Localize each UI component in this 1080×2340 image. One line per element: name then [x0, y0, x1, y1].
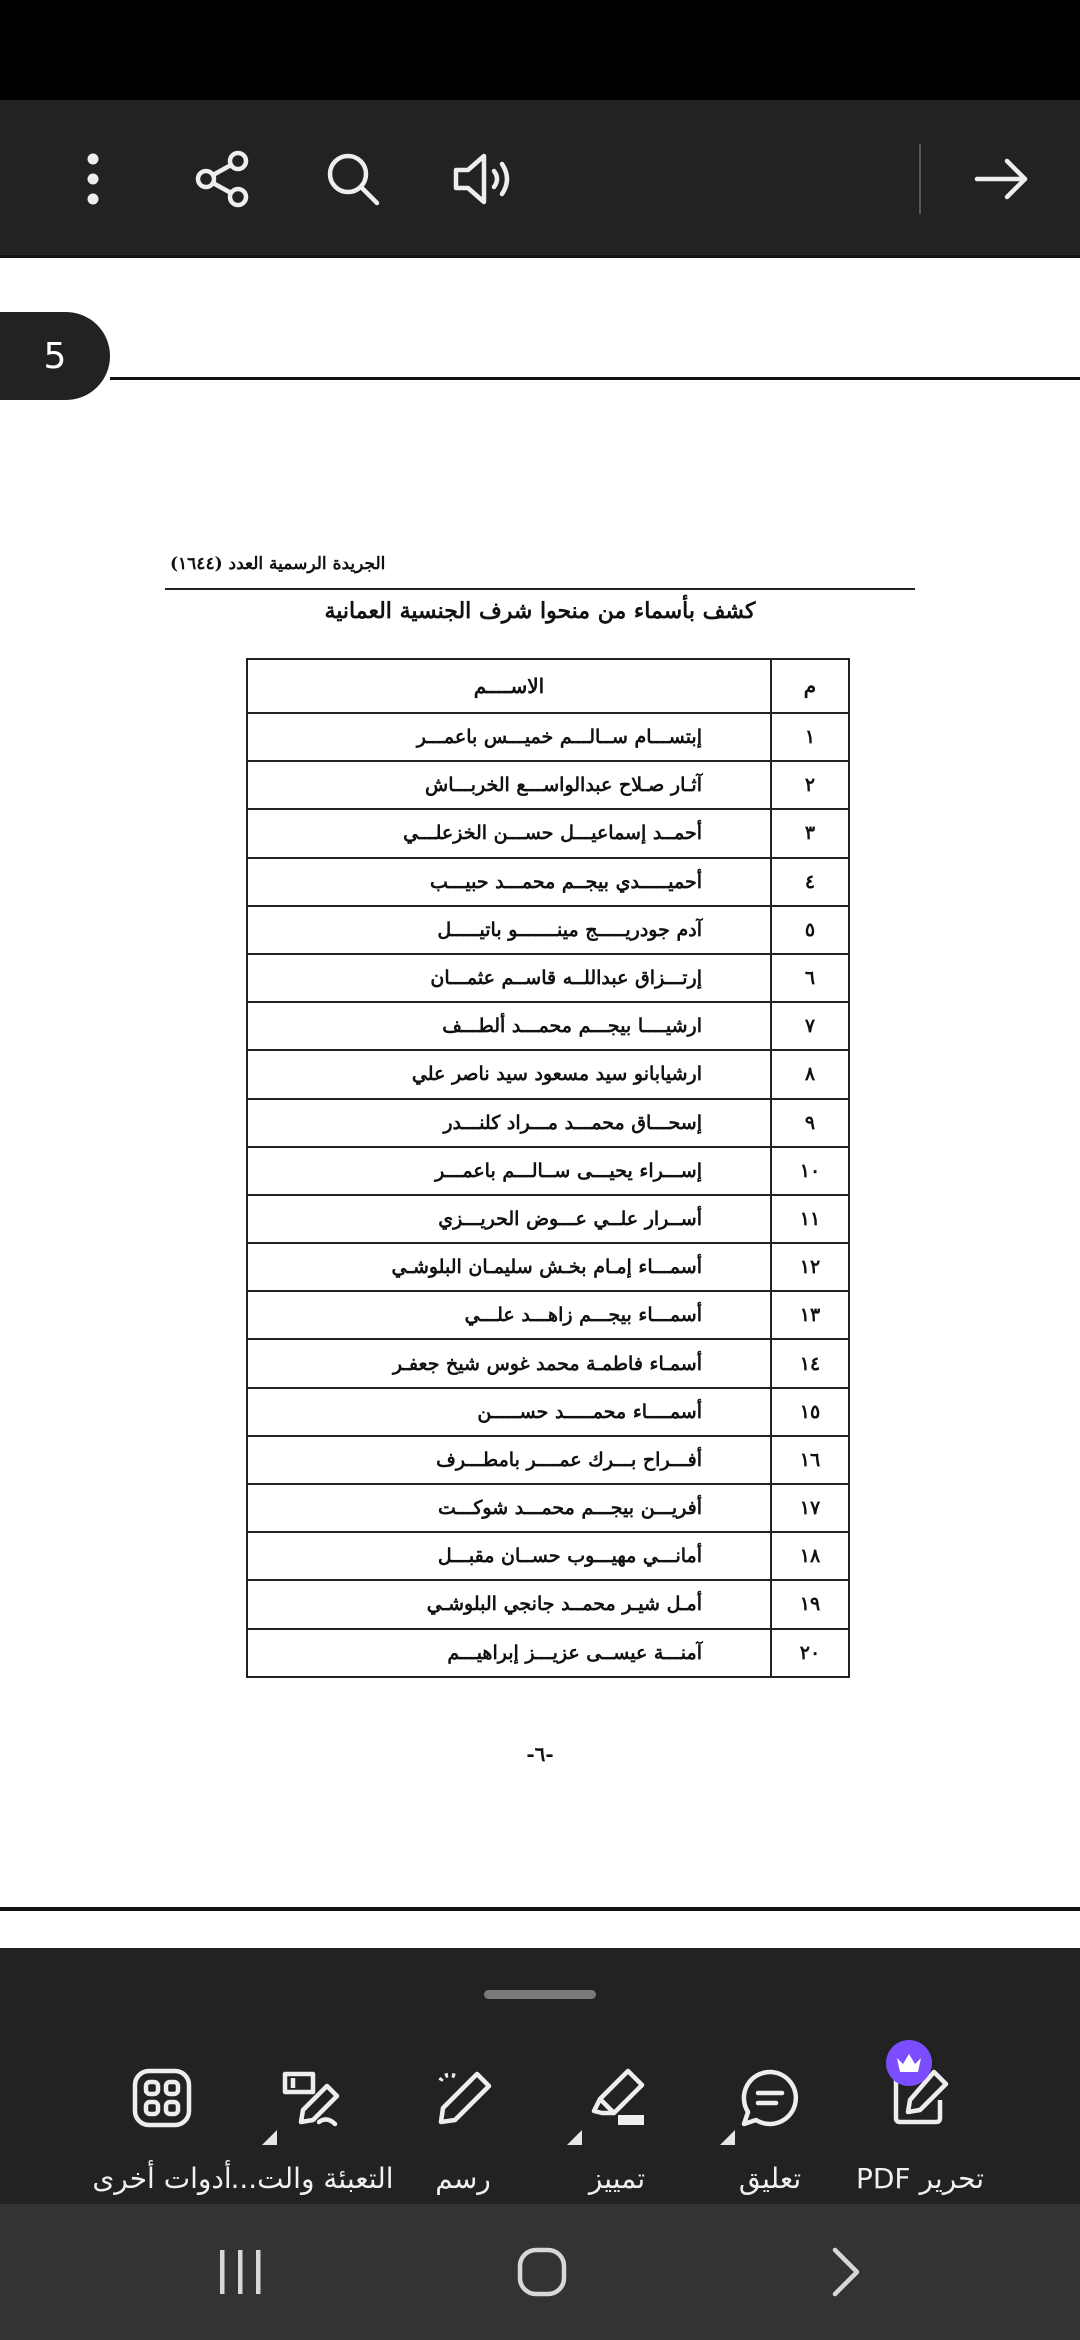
row-name: أسمـــاء إمـام بخـش سليمـان البلوشـي	[247, 1243, 771, 1291]
row-number: ٧	[771, 1002, 849, 1050]
row-number: ١٥	[771, 1388, 849, 1436]
row-number: ٣	[771, 809, 849, 857]
tool-highlight-label: تمييز	[588, 2162, 646, 2195]
row-name: ارشيــــا بيجـــم محمـــد ألطـــف	[247, 1002, 771, 1050]
table-row	[247, 1339, 849, 1387]
table-row	[247, 1436, 849, 1484]
page-bottom-separator	[0, 1907, 1080, 1911]
row-number: ١٩	[771, 1580, 849, 1628]
table-row	[247, 713, 849, 761]
header-rule	[165, 588, 915, 590]
bottom-tools-panel	[0, 1948, 1080, 2204]
table-row	[247, 1532, 849, 1580]
table-row	[247, 858, 849, 906]
row-name: أفـــراح بـــرك عمــــر بامطـــرف	[247, 1436, 771, 1484]
row-name: أفريـــن بيجـــم محمـــد شوكـــت	[247, 1484, 771, 1532]
row-name: أسمــــاء محمـــــد حســـــن	[247, 1388, 771, 1436]
row-number: ١١	[771, 1195, 849, 1243]
table-row	[247, 1388, 849, 1436]
tool-fill-sign-label: التعبئة والت...	[230, 2162, 394, 2195]
table-row	[247, 1147, 849, 1195]
tool-more-tools-label: أدوات أخرى	[92, 2162, 232, 2195]
row-number: ٦	[771, 954, 849, 1002]
drag-handle[interactable]	[484, 1990, 596, 1999]
tool-more-tools[interactable]	[72, 2048, 252, 2198]
row-name: آثـار صـلاح عبدالواســـع الخربـــاش	[247, 761, 771, 809]
row-number: ٥	[771, 906, 849, 954]
crown-icon	[886, 2040, 932, 2086]
table-row	[247, 809, 849, 857]
more-tools-icon	[112, 2048, 212, 2148]
system-nav-bar	[0, 2204, 1080, 2340]
comment-submenu-indicator	[720, 2130, 735, 2145]
table-row	[247, 1099, 849, 1147]
table-row	[247, 906, 849, 954]
row-number: ١٧	[771, 1484, 849, 1532]
document-page-number: -٦-	[526, 1742, 554, 1766]
comment-icon	[720, 2048, 820, 2148]
fill-sign-icon	[262, 2048, 362, 2148]
table-row	[247, 761, 849, 809]
row-number: ١٨	[771, 1532, 849, 1580]
row-name: إرتـــزاق عبداللــه قاســم عثمـــان	[247, 954, 771, 1002]
row-name: آدم جودريـــــج مينـــــــو باتيـــــل	[247, 906, 771, 954]
table-row	[247, 954, 849, 1002]
row-name: أمانـــي مهيـــوب حســان مقبـــل	[247, 1532, 771, 1580]
document-header: الجريدة الرسمية العدد (١٦٤٤)	[170, 554, 386, 574]
row-name: أسمـــاء بيجـــم زاهـــد علـــي	[247, 1291, 771, 1339]
tool-draw-label: رسم	[435, 2162, 491, 2195]
row-number: ١٠	[771, 1147, 849, 1195]
tool-edit-pdf-label: تحرير PDF	[855, 2162, 985, 2195]
row-number: ١٦	[771, 1436, 849, 1484]
table-header-row	[247, 659, 849, 713]
recent-apps-icon[interactable]	[201, 2232, 281, 2312]
row-number: ١٤	[771, 1339, 849, 1387]
row-name: آمنـــة عيســى عزيـــز إبراهيـــم	[247, 1629, 771, 1677]
row-name: إســـراء يحيـــى ســالـــم باعمـــر	[247, 1147, 771, 1195]
row-name: أسمـاء فاطمـة محمد غوس شيخ جعفـر	[247, 1339, 771, 1387]
row-name: أحميـــــدي بيجــم محمـــد حبيـــب	[247, 858, 771, 906]
draw-icon	[413, 2048, 513, 2148]
row-number: ١٣	[771, 1291, 849, 1339]
column-header-number: م	[771, 659, 849, 713]
row-name: أســرار علــي عـــوض الحريـــزي	[247, 1195, 771, 1243]
back-nav-icon[interactable]	[805, 2232, 885, 2312]
table-row	[247, 1050, 849, 1098]
row-number: ٩	[771, 1099, 849, 1147]
row-number: ١٢	[771, 1243, 849, 1291]
fill-sign-submenu-indicator	[262, 2130, 277, 2145]
tool-highlight[interactable]	[527, 2048, 707, 2198]
row-number: ٨	[771, 1050, 849, 1098]
tool-comment[interactable]	[680, 2048, 860, 2198]
table-row	[247, 1243, 849, 1291]
table-row	[247, 1002, 849, 1050]
row-number: ٢	[771, 761, 849, 809]
row-name: أحمــد إسماعيـــل حســـن الخزعلـــي	[247, 809, 771, 857]
row-name: إسحـــاق محمـــد مـــراد كلنـــدر	[247, 1099, 771, 1147]
table-row	[247, 1484, 849, 1532]
highlight-submenu-indicator	[567, 2130, 582, 2145]
table-row	[247, 1195, 849, 1243]
row-number: ٢٠	[771, 1629, 849, 1677]
row-name: أمـل شيـر محمــد جانجي البلوشـي	[247, 1580, 771, 1628]
tool-comment-label: تعليق	[738, 2162, 802, 2195]
table-row	[247, 1291, 849, 1339]
page-indicator-badge: 5	[0, 312, 110, 400]
home-icon[interactable]	[502, 2232, 582, 2312]
column-header-name: الاســــم	[247, 659, 771, 713]
row-number: ٤	[771, 858, 849, 906]
table-row	[247, 1580, 849, 1628]
names-table	[246, 658, 850, 1678]
document-title: كشف بأسماء من منحوا شرف الجنسية العمانية	[324, 598, 756, 624]
row-name: إبتســـام ســالـــم خميـــس باعمـــر	[247, 713, 771, 761]
row-name: ارشيابانو سيد مسعود سيد ناصر علي	[247, 1050, 771, 1098]
row-number: ١	[771, 713, 849, 761]
table-row	[247, 1629, 849, 1677]
highlight-icon	[567, 2048, 667, 2148]
edit-pdf-icon	[870, 2048, 970, 2148]
